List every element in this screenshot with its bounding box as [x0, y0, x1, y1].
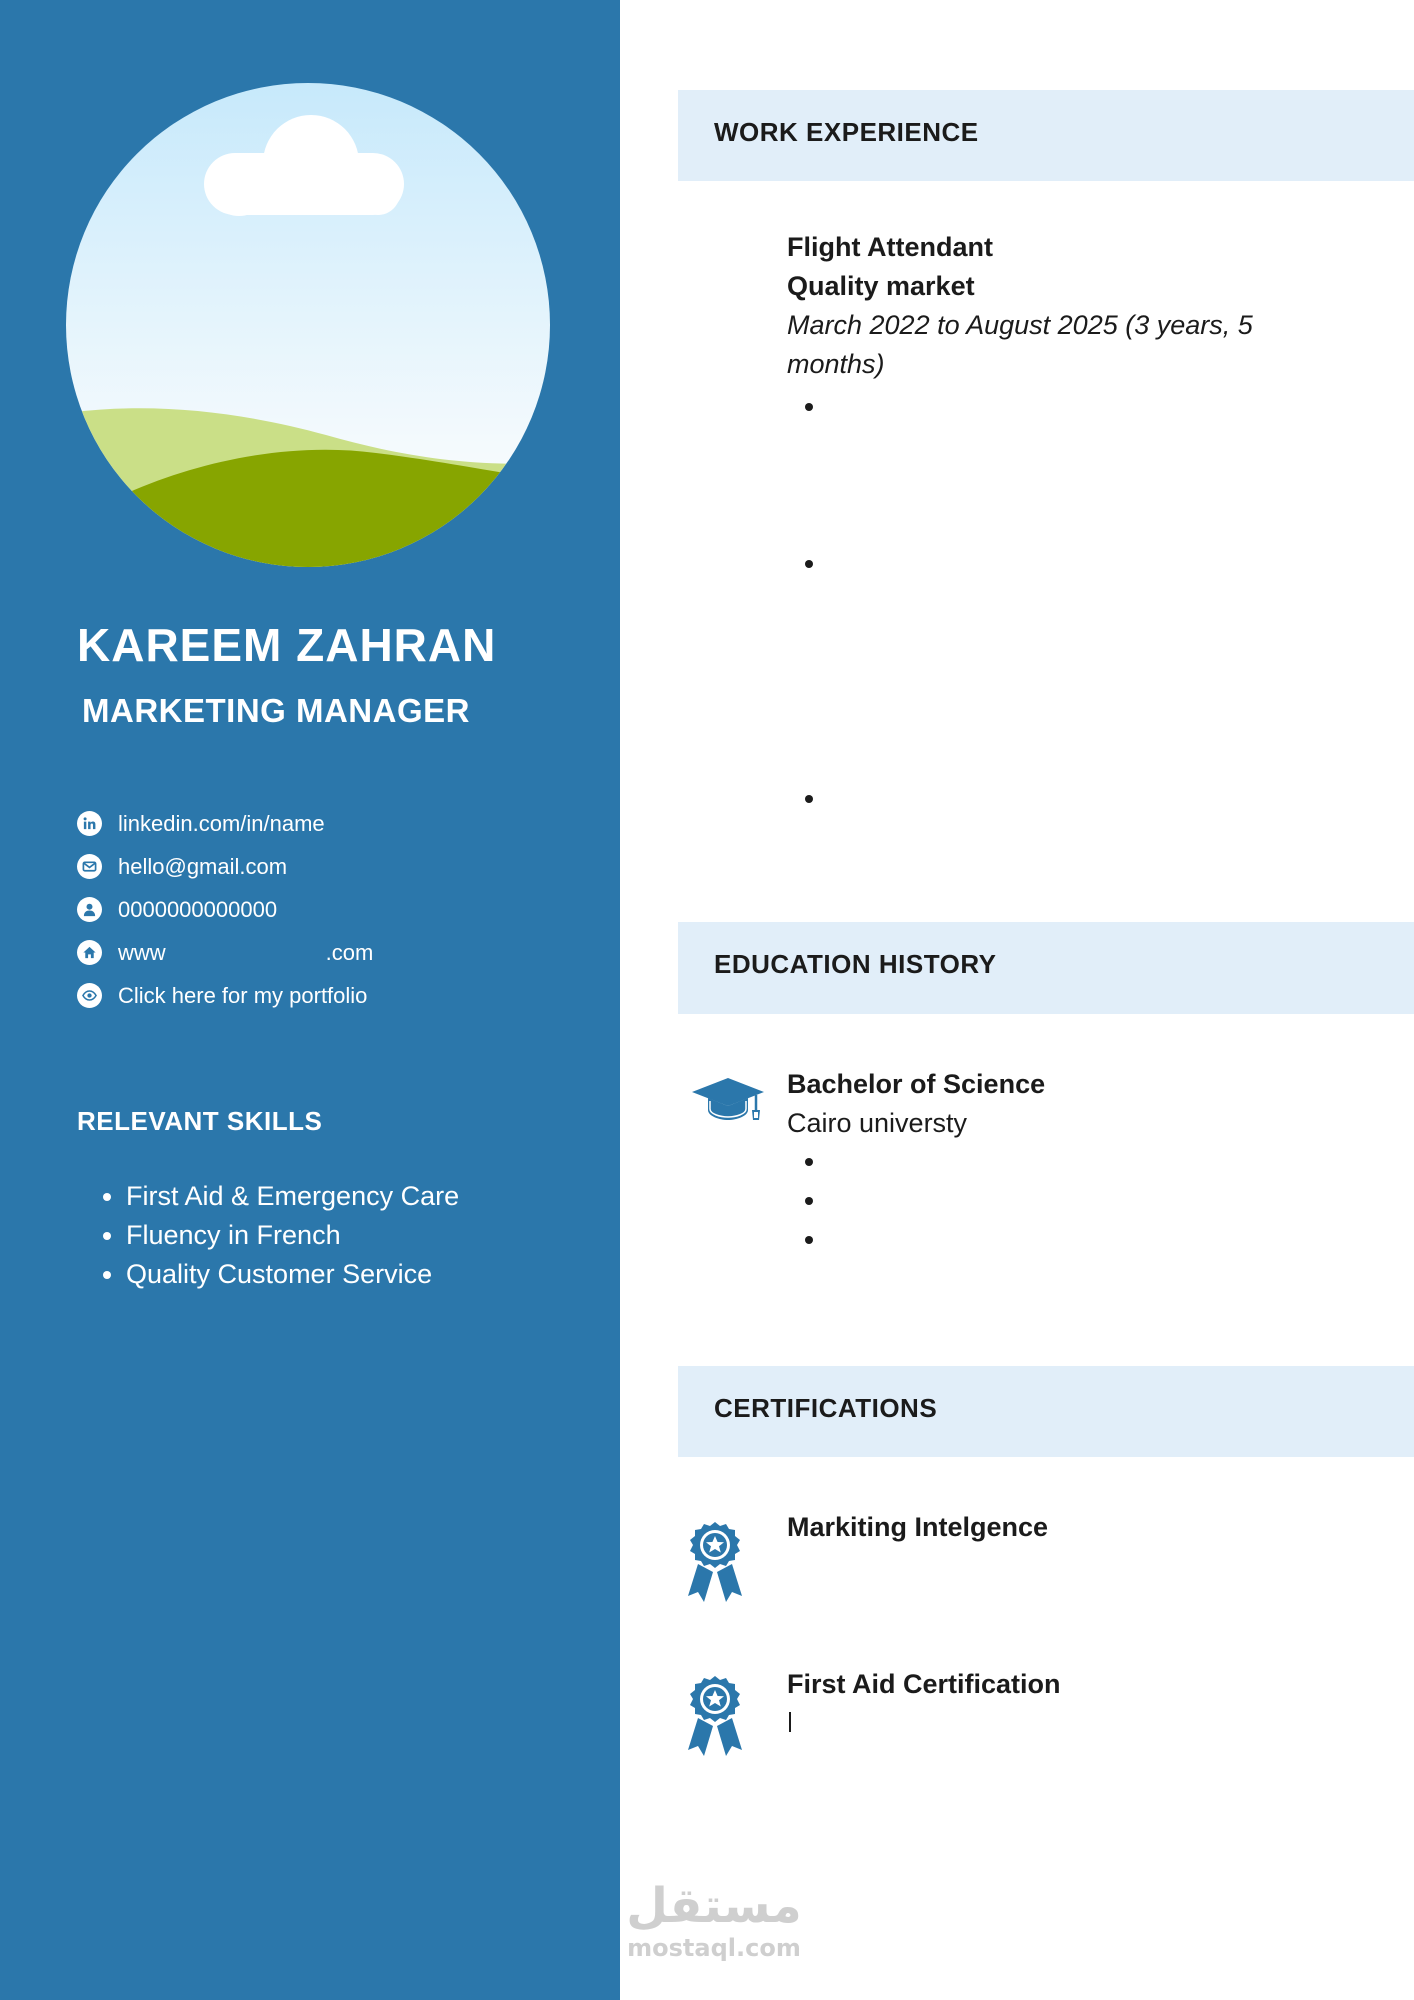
work-entry [787, 228, 1347, 384]
work-bullet [805, 795, 813, 803]
education-bullet [805, 1158, 813, 1166]
work-bullet [805, 403, 813, 411]
watermark-latin: mostaql.com [627, 1934, 801, 1962]
eye-icon [77, 983, 102, 1008]
work-experience-heading: WORK EXPERIENCE [714, 117, 979, 147]
graduation-cap-icon [692, 1076, 768, 1127]
certification-name: First Aid Certification [787, 1669, 1061, 1699]
work-experience-header [678, 90, 1414, 181]
home-icon [77, 940, 102, 965]
certification-name: Markiting Intelgence [787, 1512, 1049, 1542]
sidebar [0, 0, 620, 2000]
watermark [624, 1878, 804, 1962]
skill-item: • Quality Customer Service [126, 1255, 459, 1294]
contact-phone [77, 888, 373, 931]
contact-email [77, 845, 373, 888]
skill-item: • Fluency in French [126, 1216, 459, 1255]
portfolio-link[interactable]: Click here for my portfolio [118, 982, 368, 1008]
candidate-name: KAREEM ZAHRAN [77, 619, 497, 671]
certifications-header [678, 1366, 1414, 1457]
contact-linkedin [77, 802, 373, 845]
education-heading: EDUCATION HISTORY [714, 949, 997, 979]
education-degree: Bachelor of Science [787, 1069, 1046, 1099]
person-icon [77, 897, 102, 922]
certification-entry [787, 1508, 1347, 1547]
work-company: Quality market [787, 271, 975, 301]
profile-photo [66, 83, 550, 567]
skill-item: • First Aid & Emergency Care [126, 1177, 459, 1216]
phone-number: 0000000000000 [118, 896, 278, 922]
certification-entry [787, 1665, 1347, 1704]
award-ribbon-icon [684, 1520, 746, 1615]
work-bullet [805, 560, 813, 568]
contact-website [77, 931, 373, 974]
education-entry [787, 1065, 1347, 1143]
email-link[interactable]: hello@gmail.com [118, 853, 288, 879]
contact-portfolio [77, 974, 373, 1017]
skills-list [126, 1177, 459, 1294]
education-school: Cairo universty [787, 1108, 968, 1138]
work-dates: March 2022 to August 2025 (3 years, 5 months) [787, 310, 1253, 379]
job-title: MARKETING MANAGER [82, 692, 470, 729]
award-ribbon-icon [684, 1674, 746, 1769]
text-cursor [789, 1712, 791, 1732]
website-link[interactable] [118, 940, 373, 966]
education-header [678, 922, 1414, 1014]
certifications-heading: CERTIFICATIONS [714, 1393, 938, 1423]
education-bullet [805, 1197, 813, 1205]
work-role: Flight Attendant [787, 232, 993, 262]
website-suffix: .com [325, 939, 374, 965]
education-bullet [805, 1236, 813, 1244]
linkedin-link[interactable]: linkedin.com/in/name [118, 810, 325, 836]
mail-icon [77, 854, 102, 879]
contact-list [77, 802, 373, 1017]
website-prefix: www [118, 939, 166, 965]
skills-heading: RELEVANT SKILLS [77, 1106, 323, 1136]
watermark-arabic: مستقل [626, 1878, 802, 1934]
linkedin-icon [77, 811, 102, 836]
